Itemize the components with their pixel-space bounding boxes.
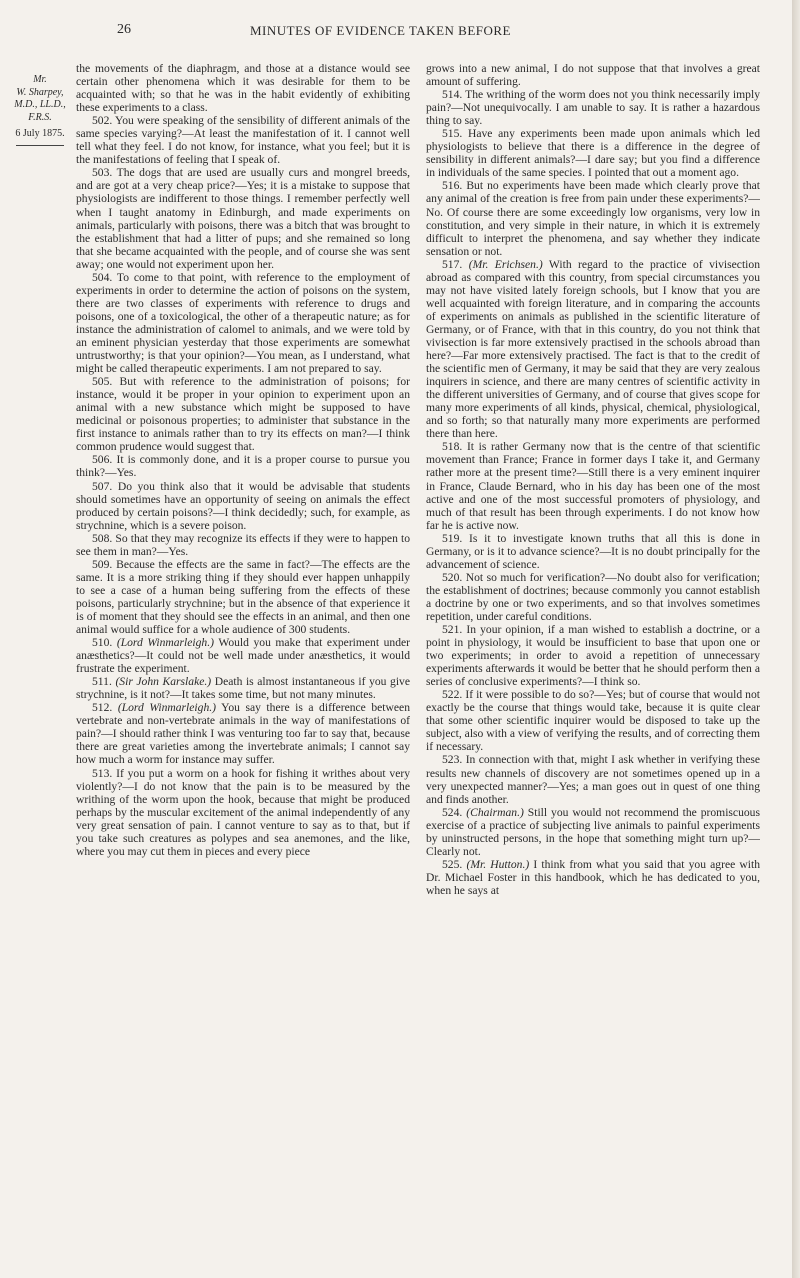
question-number: 517. — [442, 257, 463, 271]
speaker-name: (Lord Winmarleigh.) — [117, 701, 216, 715]
page-header — [0, 18, 800, 42]
question-paragraph — [426, 753, 760, 805]
question-paragraph — [426, 806, 760, 858]
left-text-column — [76, 62, 410, 1262]
question-paragraph — [76, 271, 410, 375]
paragraph-text: You say there is a difference between vertebrate and non-vertebrate animals in the way of manifestations of pain?—I should rather think I was venturing too far to say that, because there are great varieties among the invertebrate animals; I cannot say how much a worm for instance may suffer. — [76, 701, 410, 767]
question-paragraph — [76, 675, 410, 701]
question-paragraph — [426, 688, 760, 753]
question-number: 522. — [442, 688, 463, 702]
question-number: 521. — [442, 623, 463, 637]
margin-rule — [16, 145, 64, 146]
question-paragraph — [426, 127, 760, 179]
speaker-name: (Chairman.) — [466, 805, 524, 819]
question-number: 511. — [92, 675, 112, 689]
question-number: 512. — [92, 701, 113, 715]
question-number: 520. — [442, 570, 463, 584]
right-text-column — [426, 62, 760, 1262]
question-number: 502. — [92, 114, 113, 128]
witness-prefix: Mr. — [33, 74, 47, 85]
question-number: 523. — [442, 753, 463, 767]
question-paragraph — [76, 453, 410, 479]
question-paragraph — [426, 88, 760, 127]
paragraph-text: If you put a worm on a hook for fishing it writhes about very violently?—I do not know that the pain is to be measured by the writhing of the worm upon the hook, because that might be produced perhaps by the muscular excitement of the animal independently of any very great sensation of pain. I cannot venture to say as to that, but if you take such creatures as polypes and sea anemones, and the like, where you may cut them in pieces and every piece — [76, 766, 410, 858]
question-paragraph — [76, 480, 410, 532]
paragraph-text: the movements of the diaphragm, and those at a distance would see certain other phenomena which it was desirable for them to be acquainted with; so that he was in the habit evidently of exhibiting these experiments to a class. — [76, 62, 410, 115]
paragraph-text: Have any experiments been made upon animals which led physiologists to believe that there is a difference in the degree of sensibility in different animals?—I dare say; but you find a difference in individuals of the same species. I pointed that out a moment ago. — [426, 127, 760, 180]
paragraph-text: Is it to investigate known truths that all this is done in Germany, or is it to advance science?—It is no doubt principally for the advancement of science. — [426, 531, 760, 571]
question-paragraph — [426, 179, 760, 257]
continued-paragraph — [76, 62, 410, 114]
paragraph-text: grows into a new animal, I do not suppose that that involves a great amount of suffering. — [426, 62, 760, 89]
witness-margin-note — [10, 74, 70, 146]
paragraph-text: Do you think also that it would be advisable that students should sometimes have an opportunity of seeing on animals the effect produced by certain poisons?—I think decidedly; such, for example, as strychnine, which is a severe poison. — [76, 479, 410, 532]
paragraph-text: It is commonly done, and it is a proper course to pursue you think?—Yes. — [76, 453, 410, 480]
question-paragraph — [426, 858, 760, 897]
paragraph-text: If it were possible to do so?—Yes; but of course that would not exactly be the course that things would take, because it is quite clear that some other scientific inquirer would be disposed to take up the subject, also with a view of verifying the results, and of correcting them if necessary. — [426, 688, 760, 754]
running-head: MINUTES OF EVIDENCE TAKEN BEFORE — [250, 23, 511, 38]
paragraph-text: It is rather Germany now that is the centre of that scientific movement than France; France in former days I take it, and Germany rather more at the present time?—Still there is a very eminent inquirer in France, Claude Bernard, who in his day has been one of the most active and one of the most successful promoters of physiology, and much of that result has been through experiments. I do not know how far he is active now. — [426, 440, 760, 532]
paragraph-text: You were speaking of the sensibility of different animals of the same species varying?—At least the manifestation of it. I cannot well tell what they feel. I do not know, for instance, what you feel; but it is the manifestations of feeling that I speak of. — [76, 114, 410, 167]
page-number: 26 — [117, 22, 131, 37]
question-paragraph — [76, 166, 410, 270]
question-number: 514. — [442, 88, 463, 102]
question-paragraph — [426, 440, 760, 531]
question-paragraph — [426, 571, 760, 623]
question-number: 515. — [442, 127, 463, 141]
question-paragraph — [76, 558, 410, 636]
witness-degrees: M.D., LL.D., — [14, 99, 66, 110]
question-paragraph — [76, 375, 410, 453]
speaker-name: (Sir John Karslake.) — [115, 675, 212, 689]
question-paragraph — [76, 114, 410, 166]
question-number: 510. — [92, 636, 113, 650]
question-number: 508. — [92, 531, 113, 545]
paragraph-text: Because the effects are the same in fact?—The effects are the same. It is a more striking thing if they should ever happen unhappily to see a case of a human being suffering from the effects of these poisons, particularly strychnine; but in the absence of that experience it is of moment that they should see the effects in an animal, and then one animal would suffice for a whole audience of 300 students. — [76, 557, 410, 637]
question-paragraph — [76, 532, 410, 558]
speaker-name: (Lord Winmarleigh.) — [116, 636, 214, 650]
paragraph-text: Death is almost instantaneous if you give strychnine, is it not?—It takes some time, but not many minutes. — [76, 675, 410, 702]
speaker-name: (Mr. Erichsen.) — [468, 257, 543, 271]
question-number: 507. — [92, 479, 113, 493]
continued-paragraph — [426, 62, 760, 88]
question-paragraph — [76, 701, 410, 766]
question-number: 513. — [92, 766, 113, 780]
paragraph-text: With regard to the practice of vivisection abroad as compared with this country, from special circumstances you may not have visited lately foreign schools, but I know that you are well acquainted with foreign literature, and in comparing the accounts of experiments on animals as published in the scientific literature of Germany, or of France, with that in this country, do you not think that vivisection is far more extensively practised in the schools abroad than here?—Far more extensively practised. The fact is that to the credit of the scientific men of Germany, it may be said that they are very zealous inquirers in science, and there are many centres of scientific activity in the different universities of Germany, and of course that gives scope for many more experiments of all kinds, physical, chemical, physiological, and so forth; so that naturally many more experiments are performed there than here. — [426, 257, 760, 441]
paragraph-text: Still you would not recommend the promiscuous exercise of a practice of subjecting live animals to painful experiments by uninstructed persons, in the hope that something might turn up?—Clearly not. — [426, 805, 760, 858]
question-paragraph — [76, 636, 410, 675]
paragraph-text: I think from what you said that you agree with Dr. Michael Foster in this handbook, which he has dedicated to you, when he says at — [426, 857, 760, 897]
question-paragraph — [426, 532, 760, 571]
paragraph-text: To come to that point, with reference to the employment of experiments in order to determine the action of poisons on the system, there are two classes of experiments with reference to drugs and poisons, one of a toxicological, the other of a therapeutic nature; as for instance the administration of calomel to animals, and we were told by an eminent physician yesterday that those experiments are somewhat untrustworthy; is that your opinion?—You mean, as I understand, what might be called therapeutic experiments. I am not prepared to say. — [76, 270, 410, 376]
witness-name: W. Sharpey, — [16, 86, 64, 98]
paragraph-text: Would you make that experiment under anæsthetics?—It could not be well made under anæsthetics, it would frustrate the experiment. — [76, 636, 410, 676]
question-number: 525. — [442, 857, 463, 871]
question-number: 509. — [92, 557, 113, 571]
paragraph-text: But no experiments have been made which clearly prove that any animal of the creation is free from pain under these experiments?—No. Of course there are some exceedingly low organisms, very low in constitution, and very simple in their nature, in which it is extremely difficult to interpret the phenomena, and say whether they indicate sensation or not. — [426, 179, 760, 258]
question-paragraph — [426, 623, 760, 688]
paragraph-text: In connection with that, might I ask whether in verifying these results new channels of discovery are not sometimes opened up in a very unexpected manner?—Yes; a man goes out in quest of one thing and finds another. — [426, 753, 760, 806]
paragraph-text: But with reference to the administration of poisons; for instance, would it be proper in your opinion to experiment upon an animal with a new substance which might be supposed to have medicinal or poisonous properties; to administer that substance in the first instance to animals rather than to try its effects on man?—I think common prudence would suggest that. — [76, 375, 410, 454]
question-number: 516. — [442, 179, 463, 193]
question-paragraph — [426, 258, 760, 441]
witness-fellowship: F.R.S. — [28, 111, 52, 123]
paragraph-text: So that they may recognize its effects if they were to happen to see them in man?—Yes. — [76, 531, 410, 558]
question-number: 504. — [92, 270, 113, 284]
speaker-name: (Mr. Hutton.) — [466, 857, 530, 871]
evidence-date: 6 July 1875. — [15, 128, 65, 139]
paragraph-text: Not so much for verification?—No doubt also for verification; the establishment of doctrines; because commonly you cannot establish a doctrine by one or two experiments, and so that involves sometimes repetition, under careful conditions. — [426, 570, 760, 623]
question-number: 518. — [442, 440, 463, 454]
paragraph-text: In your opinion, if a man wished to establish a doctrine, or a point in physiology, it would be insufficient to base that upon one or two experiments; in order to avoid a repetition of unnecessary experiments afterwards it would be better that he should perform then a series of conclusive experiments?—I think so. — [426, 623, 760, 689]
question-number: 519. — [442, 531, 463, 545]
question-number: 505. — [92, 375, 113, 389]
question-number: 506. — [92, 453, 113, 467]
question-number: 524. — [442, 805, 463, 819]
question-paragraph — [76, 767, 410, 858]
question-number: 503. — [92, 166, 113, 180]
paragraph-text: The writhing of the worm does not you think necessarily imply pain?—Not unequivocally. I am unable to say. It is rather a hazardous thing to say. — [426, 88, 760, 128]
paragraph-text: The dogs that are used are usually curs and mongrel breeds, and are got at a very cheap price?—Yes; it is a mistake to suppose that physiologists are indifferent to those things. I remember perfectly well when I taught anatomy in Edinburgh, and made experiments on animals, particularly with poisons, there was a bitch that was brought to the establishment that had a litter of pups; and she remained so long that she became acquainted with the people, and of course she was sent away; one would not experiment upon her. — [76, 166, 410, 271]
